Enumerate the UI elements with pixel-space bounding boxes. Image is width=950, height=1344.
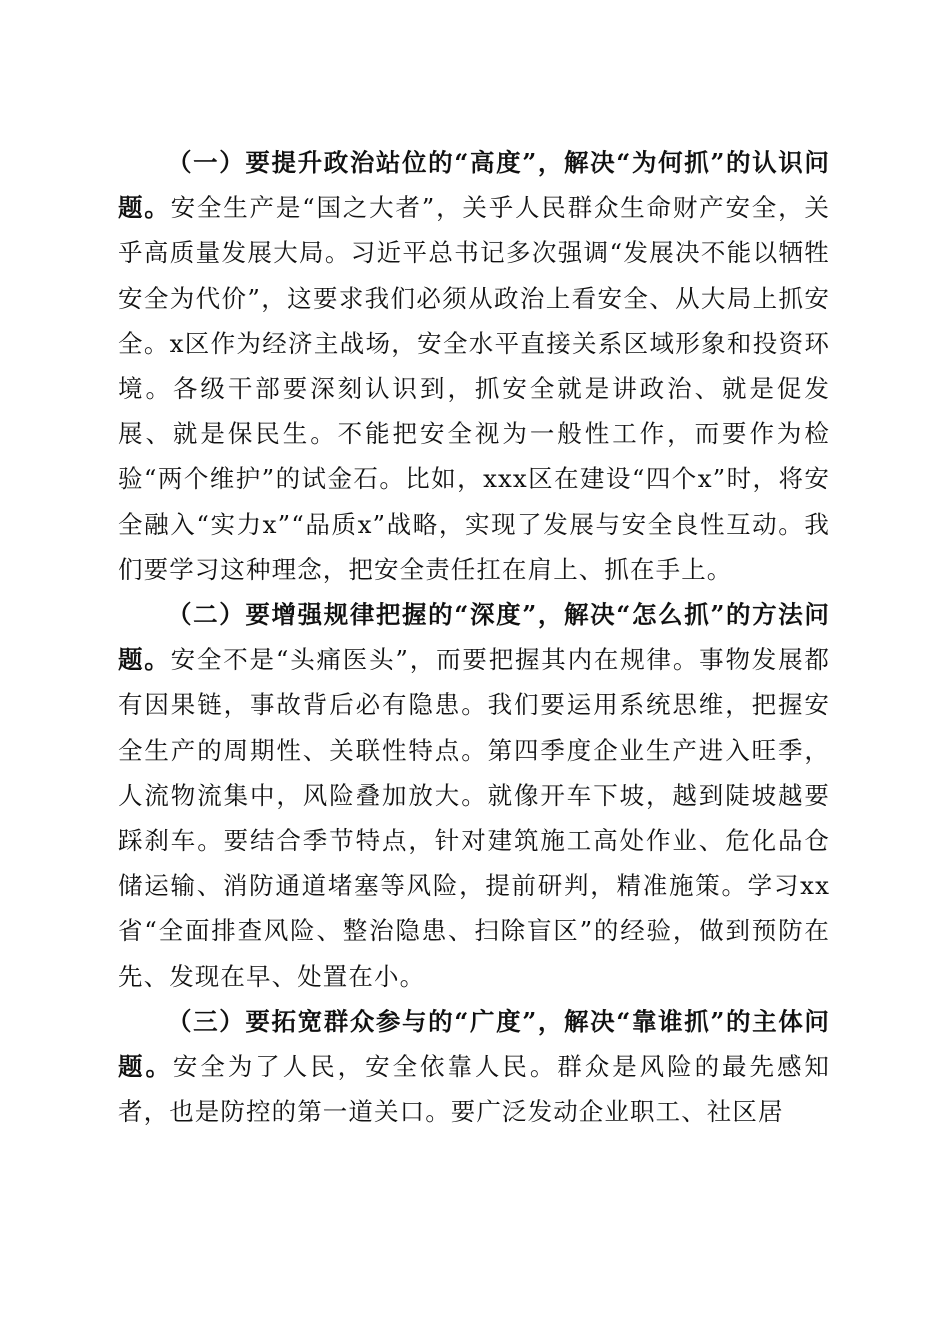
paragraph-3 [118,999,830,1135]
paragraph-2 [118,592,830,999]
paragraph-2-heading: （二）要增强规律把握的“深度”，解决“怎么抓”的方法问题。 [118,600,830,675]
paragraph-1 [118,140,830,592]
paragraph-3-text: 安全为了人民，安全依靠人民。群众是风险的最先感知者，也是防控的第一道关口。要广泛发动企业职工、社区居 [118,1052,830,1127]
paragraph-1-text: 安全生产是“国之大者”，关乎人民群众生命财产安全，关乎高质量发展大局。习近平总书记多次强调“发展决不能以牺牲安全为代价”，这要求我们必须从政治上看安全、从大局上抓安全。x区作为经济主战场，安全水平直接关系区域形象和投资环境。各级干部要深刻认识到，抓安全就是讲政治、就是促发展、就是保民生。不能把安全视为一般性工作，而要作为检验“两个维护”的试金石。比如，xxx区在建设“四个x”时，将安全融入“实力x”“品质x”战略，实现了发展与安全良性互动。我们要学习这种理念，把安全责任扛在肩上、抓在手上。 [118,193,830,584]
paragraph-2-text: 安全不是“头痛医头”，而要把握其内在规律。事物发展都有因果链，事故背后必有隐患。我们要运用系统思维，把握安全生产的周期性、关联性特点。第四季度企业生产进入旺季，人流物流集中，风险叠加放大。就像开车下坡，越到陡坡越要踩刹车。要结合季节特点，针对建筑施工高处作业、危化品仓储运输、消防通道堵塞等风险，提前研判，精准施策。学习xx省“全面排查风险、整治隐患、扫除盲区”的经验，做到预防在先、发现在早、处置在小。 [118,645,830,991]
paragraph-1-heading: （一）要提升政治站位的“高度”，解决“为何抓”的认识问题。 [118,148,830,223]
paragraph-3-heading: （三）要拓宽群众参与的“广度”，解决“靠谁抓”的主体问题。 [118,1006,830,1082]
document-body [118,140,830,1134]
